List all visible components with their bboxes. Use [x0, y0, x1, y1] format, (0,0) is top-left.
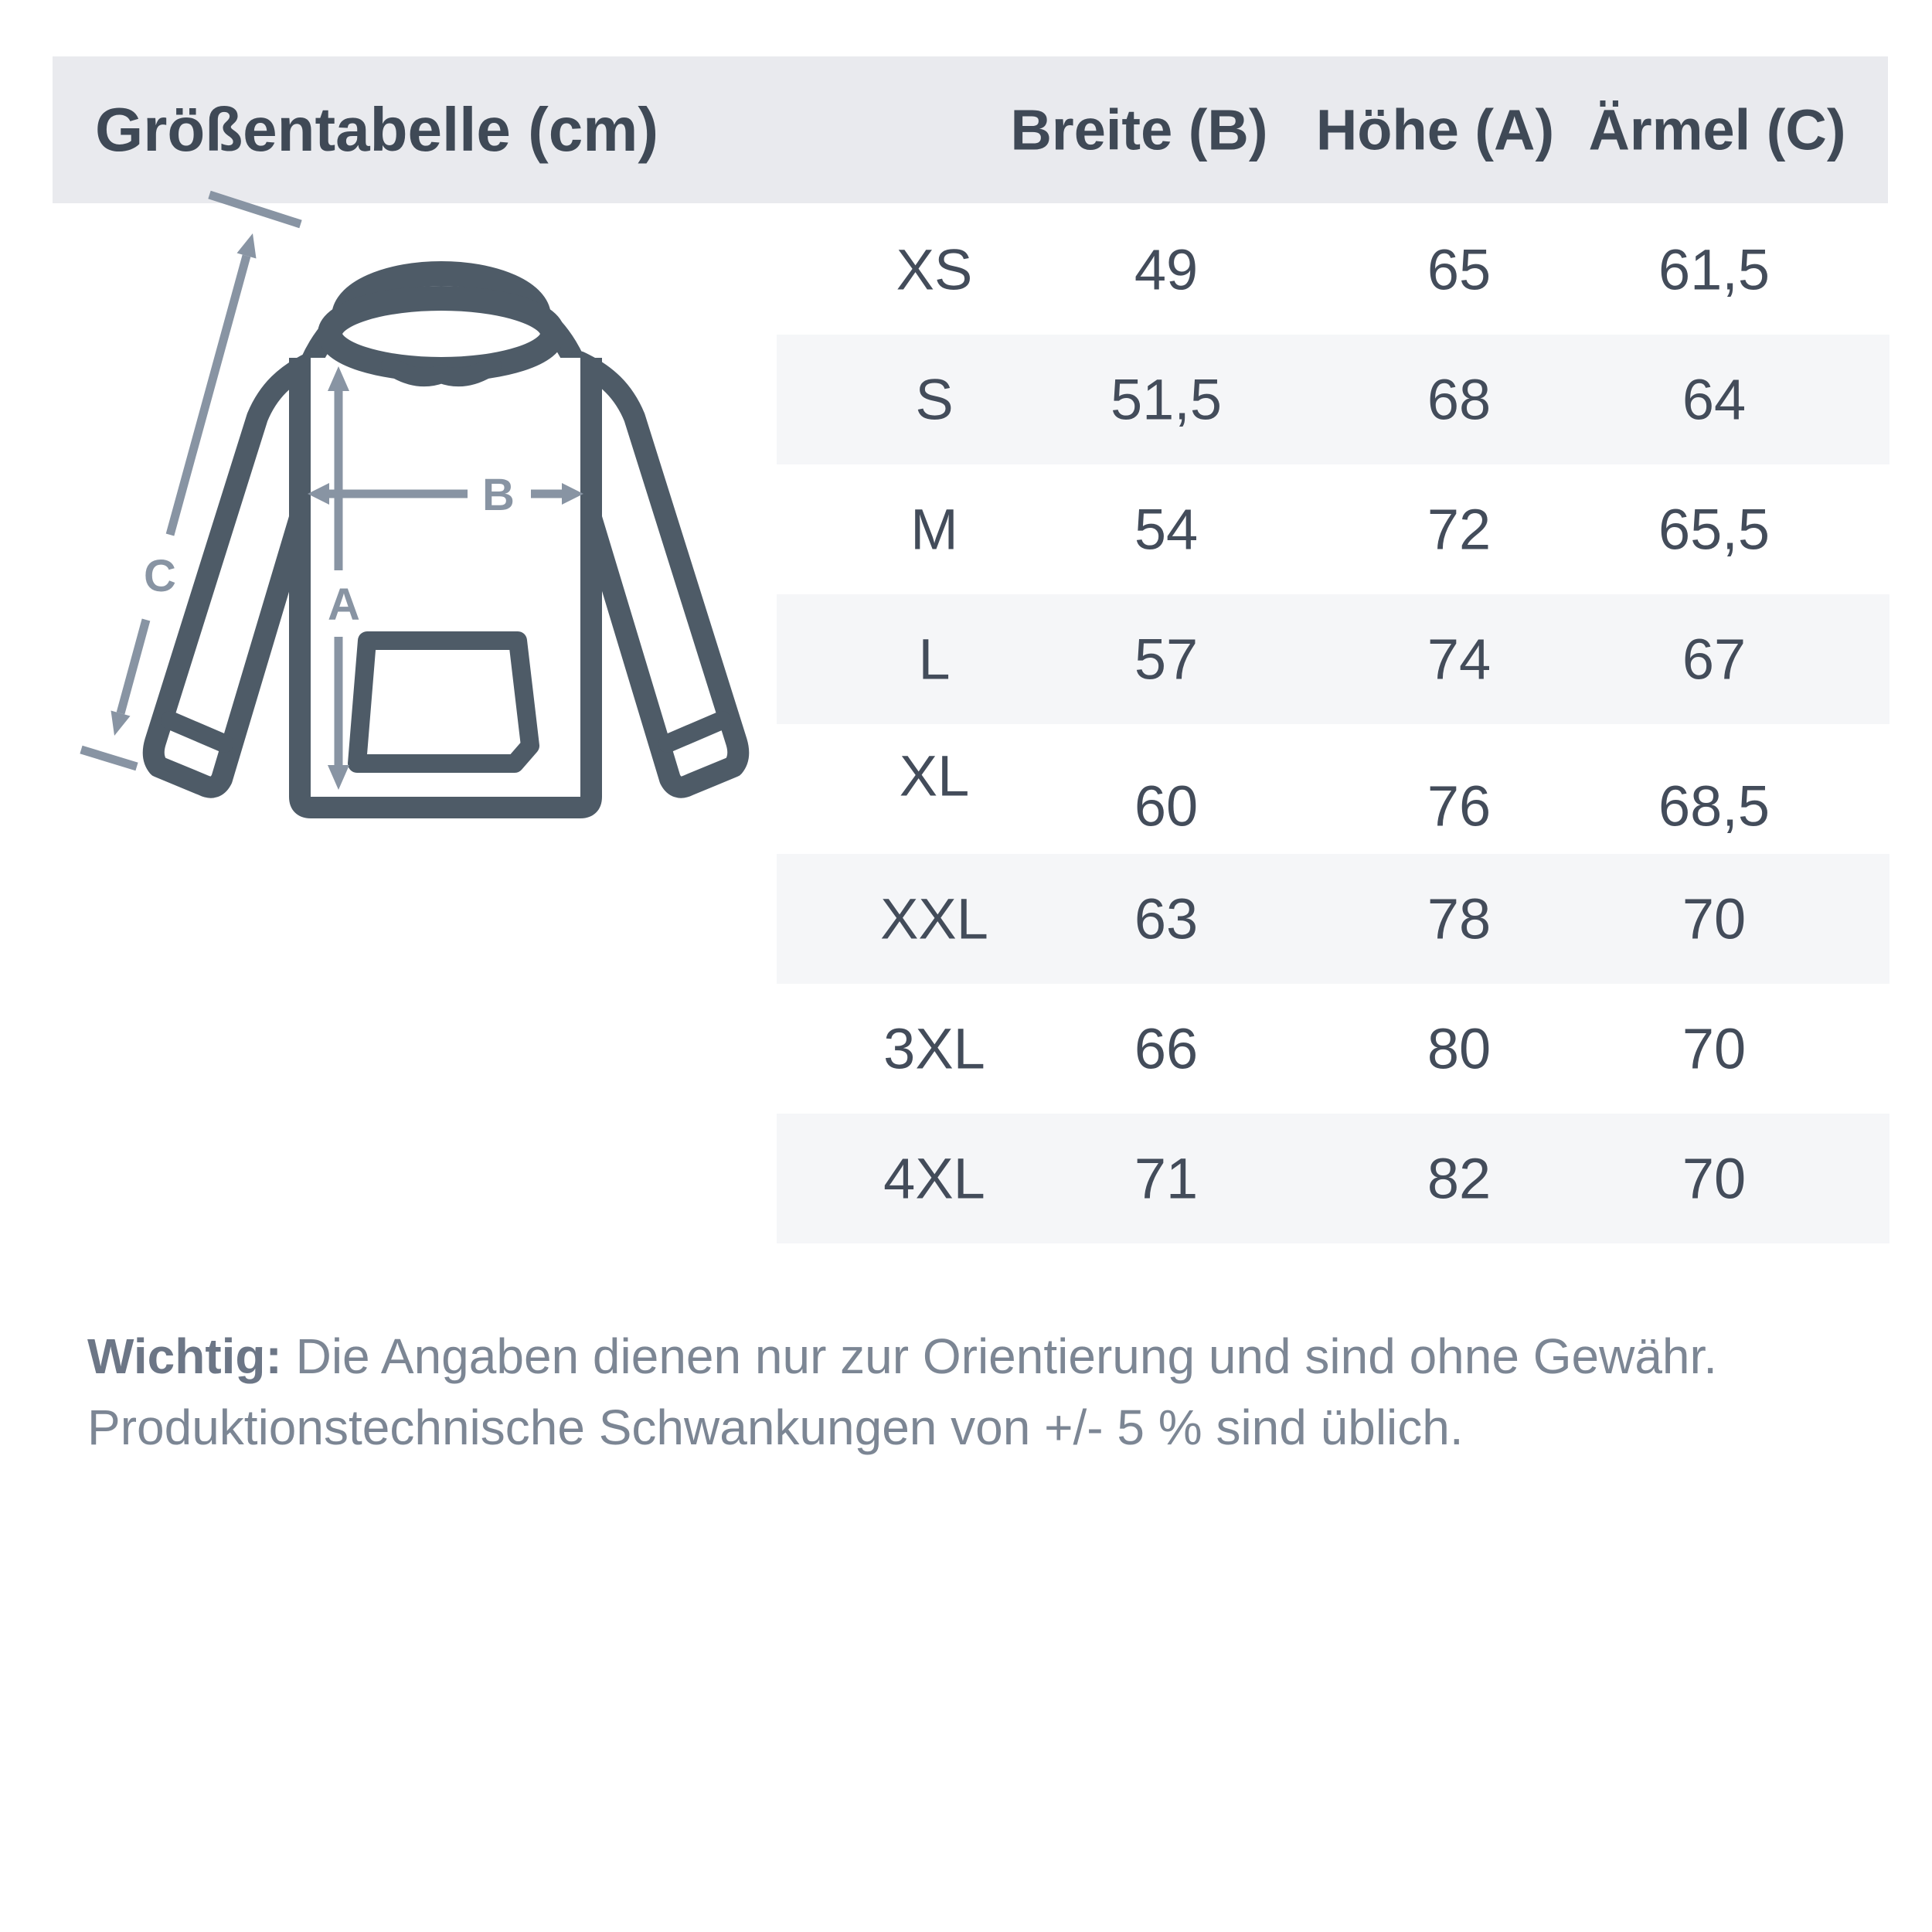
- aermel-value: 64: [1682, 367, 1747, 432]
- disclaimer-line2: Produktionstechnische Schwankungen von +/- 5 % sind üblich.: [87, 1400, 1464, 1455]
- table-row: [777, 1114, 1889, 1243]
- table-row: [777, 335, 1889, 464]
- size-table-body: [777, 205, 1889, 1243]
- size-label: 3XL: [883, 1016, 985, 1081]
- column-header-hoehe: Höhe (A): [1315, 97, 1555, 162]
- measure-label-b: B: [482, 470, 515, 520]
- size-label: 4XL: [883, 1146, 985, 1211]
- hoodie-measurement-diagram: [50, 185, 777, 850]
- hoehe-value: 76: [1427, 774, 1492, 838]
- size-label: XS: [896, 237, 973, 302]
- column-header-aermel: Ärmel (C): [1588, 97, 1846, 162]
- measure-label-c: C: [144, 551, 176, 601]
- breite-value: 63: [1134, 886, 1199, 951]
- hoehe-value: 65: [1427, 237, 1492, 302]
- table-row: [777, 984, 1889, 1114]
- hoehe-value: 82: [1427, 1146, 1492, 1211]
- breite-value: 49: [1134, 237, 1199, 302]
- table-row: [777, 724, 1889, 854]
- hoehe-value: 78: [1427, 886, 1492, 951]
- breite-value: 54: [1134, 497, 1199, 562]
- table-row: [777, 205, 1889, 335]
- breite-value: 57: [1134, 627, 1199, 692]
- aermel-value: 65,5: [1658, 497, 1770, 562]
- disclaimer-lead: Wichtig:: [87, 1328, 282, 1384]
- breite-value: 66: [1134, 1016, 1199, 1081]
- size-label: L: [918, 627, 951, 692]
- hoehe-value: 68: [1427, 367, 1492, 432]
- disclaimer-note: [87, 1321, 1880, 1463]
- column-header-breite: Breite (B): [1010, 97, 1268, 162]
- hoehe-value: 74: [1427, 627, 1492, 692]
- hoodie-icon: [154, 274, 739, 808]
- hoehe-value: 72: [1427, 497, 1492, 562]
- hoehe-value: 80: [1427, 1016, 1492, 1081]
- aermel-value: 61,5: [1658, 237, 1770, 302]
- table-row: [777, 854, 1889, 984]
- disclaimer-line1: Die Angaben dienen nur zur Orientierung und sind ohne Gewähr.: [281, 1328, 1718, 1384]
- table-row: [777, 594, 1889, 724]
- breite-value: 51,5: [1110, 367, 1223, 432]
- aermel-value: 67: [1682, 627, 1747, 692]
- size-label: S: [915, 367, 954, 432]
- table-row: [777, 464, 1889, 594]
- aermel-value: 70: [1682, 1146, 1747, 1211]
- aermel-value: 70: [1682, 886, 1747, 951]
- breite-value: 60: [1134, 774, 1199, 838]
- aermel-value: 68,5: [1658, 774, 1770, 838]
- size-label: XL: [899, 743, 970, 808]
- breite-value: 71: [1134, 1146, 1199, 1211]
- table-header: [53, 56, 1888, 203]
- size-label: XXL: [880, 886, 988, 951]
- size-label: M: [910, 497, 958, 562]
- measure-label-a: A: [328, 580, 360, 630]
- page-title: Größentabelle (cm): [95, 95, 659, 164]
- aermel-value: 70: [1682, 1016, 1747, 1081]
